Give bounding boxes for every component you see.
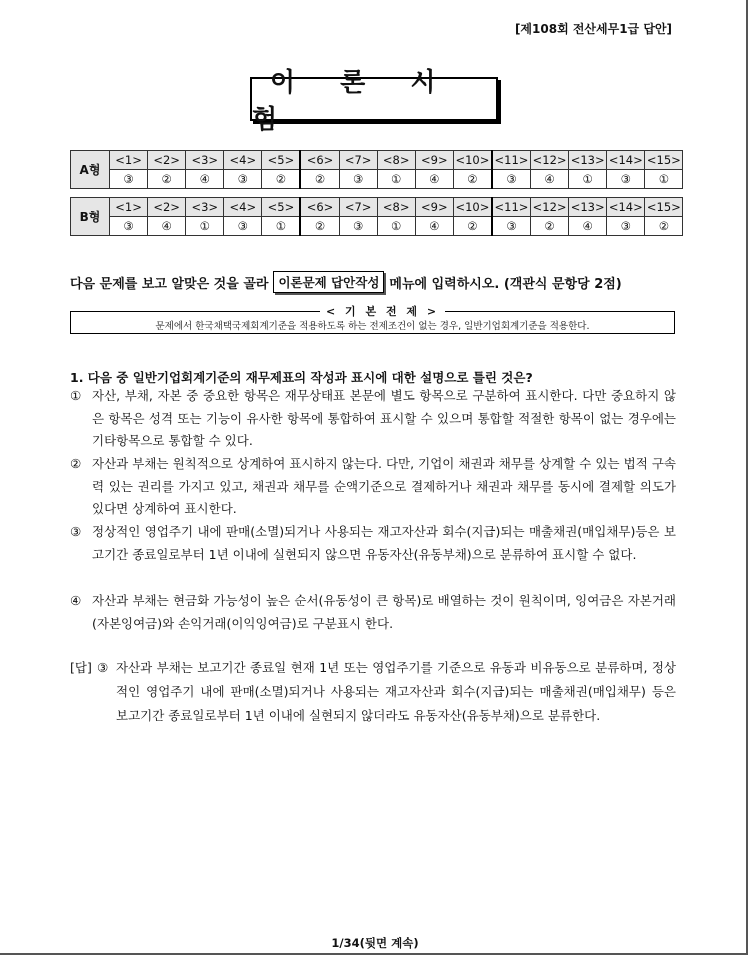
- question-number-cell: <1>: [110, 198, 148, 217]
- answer-block: [70, 656, 676, 728]
- page-title: 이 론 시 험: [250, 77, 498, 121]
- option-number: ④: [70, 593, 82, 608]
- answer-cell: ④: [415, 170, 453, 189]
- answer-table-a: [70, 150, 683, 189]
- question-number-cell: <13>: [569, 198, 607, 217]
- option-text: 정상적인 영업주기 내에 판매(소멸)되거나 사용되는 재고자산과 회수(지급)되는 매출채권(매입채무)등은 보고기간 종료일로부터 1년 이내에 실현되지 않으면 유동자산(유동부채)으로 분류하여 표시할 수 없다.: [92, 524, 676, 562]
- question-number-cell: <4>: [224, 198, 262, 217]
- answer-cell: ④: [186, 170, 224, 189]
- question-number-cell: <5>: [262, 151, 301, 170]
- answer-number: ③: [97, 660, 109, 675]
- option-1: [70, 385, 676, 453]
- question-number-cell: <15>: [645, 151, 683, 170]
- question-number-cell: <12>: [531, 198, 569, 217]
- question-number-cell: <14>: [607, 151, 645, 170]
- premise-text: 문제에서 한국채택국제회계기준을 적용하도록 하는 전제조건이 없는 경우, 일반기업회계기준을 적용한다.: [155, 321, 590, 332]
- premise-title: < 기 본 전 제 >: [320, 303, 445, 319]
- table-type-label: A형: [71, 151, 110, 189]
- answer-cell: ①: [377, 170, 415, 189]
- answer-cell: ③: [110, 217, 148, 236]
- answer-cell: ①: [377, 217, 415, 236]
- answer-cell: ①: [645, 170, 683, 189]
- option-2: [70, 453, 676, 521]
- question-number-cell: <8>: [377, 198, 415, 217]
- answer-cell: ③: [607, 217, 645, 236]
- answer-cell: ③: [339, 217, 377, 236]
- question-number-cell: <13>: [569, 151, 607, 170]
- question-number-cell: <7>: [339, 151, 377, 170]
- answer-explanation: 자산과 부채는 보고기간 종료일 현재 1년 또는 영업주기를 기준으로 유동과 비유동으로 분류하며, 정상적인 영업주기 내에 판매(소멸)되거나 사용되는 재고자산과 회수(지급)되는 매출채권(매입채무) 등은 보고기간 종료일로부터 1년 이내에 실현되지 않더라도 유동자산(유동부채)으로 분류한다.: [116, 660, 676, 723]
- answer-cell: ③: [607, 170, 645, 189]
- instruction-line: [70, 271, 675, 293]
- option-3: [70, 521, 676, 566]
- answer-cell: ①: [186, 217, 224, 236]
- answer-cell: ②: [262, 170, 301, 189]
- option-number: ①: [70, 388, 82, 403]
- question-number-cell: <14>: [607, 198, 645, 217]
- menu-name-box: 이론문제 답안작성: [273, 271, 384, 293]
- option-text: 자산과 부채는 현금화 가능성이 높은 순서(유동성이 큰 항목)로 배열하는 것이 원칙이며, 잉여금은 자본거래(자본잉여금)와 손익거래(이익잉여금)로 구분표시 한다.: [92, 593, 676, 631]
- answer-cell: ②: [531, 217, 569, 236]
- answer-cell: ④: [415, 217, 453, 236]
- question-number-cell: <2>: [148, 198, 186, 217]
- answer-cell: ③: [492, 217, 531, 236]
- option-number: ③: [70, 524, 82, 539]
- answer-cell: ④: [531, 170, 569, 189]
- answer-cell: ②: [148, 170, 186, 189]
- answer-cell: ①: [569, 170, 607, 189]
- option-text: 자산, 부채, 자본 중 중요한 항목은 재무상태표 본문에 별도 항목으로 구분하여 표시한다. 다만 중요하지 않은 항목은 성격 또는 기능이 유사한 항목에 통합하여 표시할 수 있으며 통합할 적절한 항목이 없는 경우에는 기타항목으로 통합할 수 있다.: [92, 388, 676, 448]
- answer-cell: ④: [569, 217, 607, 236]
- question-number-cell: <5>: [262, 198, 301, 217]
- header-tag: [제108회 전산세무1급 답안]: [514, 22, 672, 36]
- table-type-label: B형: [71, 198, 110, 236]
- answer-cell: ②: [453, 170, 492, 189]
- answer-cell: ④: [148, 217, 186, 236]
- question-number-cell: <11>: [492, 198, 531, 217]
- question-number-cell: <12>: [531, 151, 569, 170]
- page-footer: 1/34(뒷면 계속): [331, 936, 419, 950]
- question-number-cell: <3>: [186, 151, 224, 170]
- question-number-cell: <6>: [300, 198, 339, 217]
- question-number-cell: <1>: [110, 151, 148, 170]
- answer-cell: ②: [300, 170, 339, 189]
- answer-cell: ③: [224, 217, 262, 236]
- question-number-cell: <2>: [148, 151, 186, 170]
- answer-cell: ③: [110, 170, 148, 189]
- question-number-cell: <8>: [377, 151, 415, 170]
- question-title: 1. 다음 중 일반기업회계기준의 재무제표의 작성과 표시에 대한 설명으로 틀린 것은?: [70, 370, 533, 385]
- answer-label: [답]: [70, 660, 92, 675]
- answer-cell: ③: [339, 170, 377, 189]
- question-number-cell: <4>: [224, 151, 262, 170]
- answer-cell: ①: [262, 217, 301, 236]
- answer-cell: ②: [645, 217, 683, 236]
- answer-cell: ③: [492, 170, 531, 189]
- instruction-after: 메뉴에 입력하시오. (객관식 문항당 2점): [389, 276, 622, 292]
- question-number-cell: <9>: [415, 151, 453, 170]
- instruction-before: 다음 문제를 보고 알맞은 것을 골라: [70, 276, 269, 292]
- answer-table-b: [70, 197, 683, 236]
- question-number-cell: <11>: [492, 151, 531, 170]
- option-4: [70, 590, 676, 635]
- question-number-cell: <6>: [300, 151, 339, 170]
- question-number-cell: <7>: [339, 198, 377, 217]
- question-number-cell: <9>: [415, 198, 453, 217]
- option-number: ②: [70, 456, 82, 471]
- question-number-cell: <10>: [453, 198, 492, 217]
- question-number-cell: <10>: [453, 151, 492, 170]
- question-number-cell: <15>: [645, 198, 683, 217]
- option-text: 자산과 부채는 원칙적으로 상계하여 표시하지 않는다. 다만, 기업이 채권과 채무를 상계할 수 있는 법적 구속력 있는 권리를 가지고 있고, 채권과 채무를 순액기준으로 결제하거나 채권과 채무를 동시에 결제할 의도가 있다면 상계하여 표시한다.: [92, 456, 676, 516]
- question-number-cell: <3>: [186, 198, 224, 217]
- answer-cell: ②: [300, 217, 339, 236]
- answer-cell: ③: [224, 170, 262, 189]
- answer-cell: ②: [453, 217, 492, 236]
